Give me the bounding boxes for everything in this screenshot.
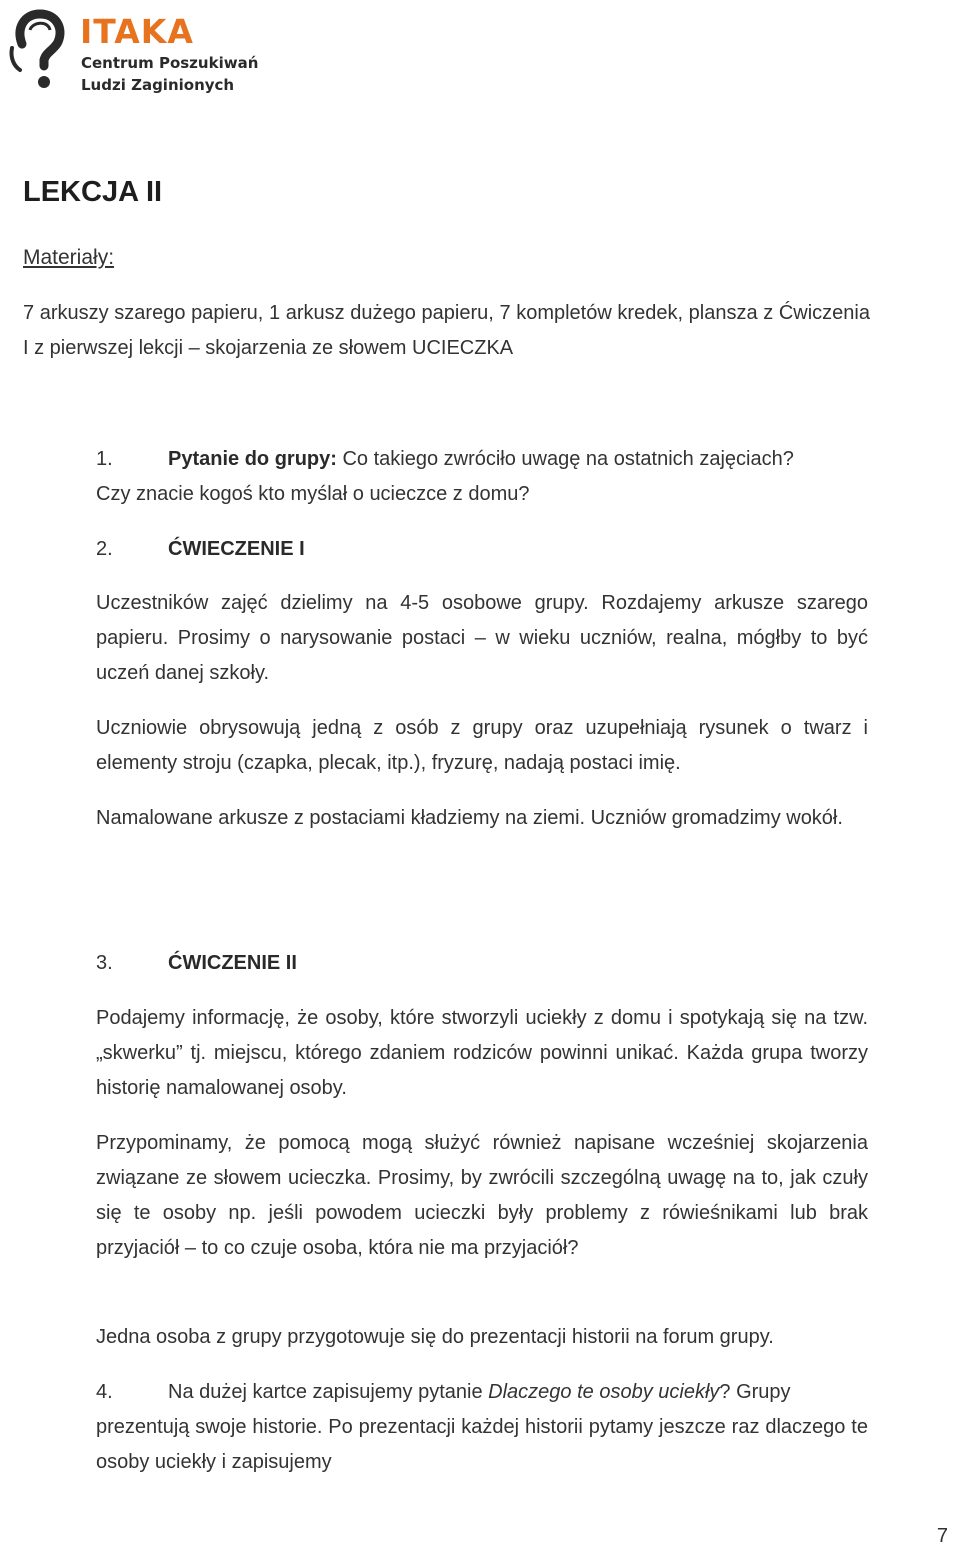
item-1-bold-lead: Pytanie do grupy: (168, 448, 337, 470)
exercise-2-title: ĆWICZENIE II (168, 952, 297, 974)
item-1-line1: Co takiego zwróciło uwagę na ostatnich zajęciach? (342, 448, 794, 470)
item-4-first-line (168, 1375, 791, 1410)
exercise-2-paragraph-2: Przypominamy, że pomocą mogą służyć również napisane wcześniej skojarzenia związane ze słowem ucieczka. Prosimy, by zwrócili szczególną uwagę na to, jak czuły się te osoby np. jeśli powodem ucieczki były problemy z rówieśnikami lub brak przyjaciół – to co czuje osoba, która nie ma przyjaciół? (96, 1132, 868, 1259)
materials-label: Materiały: (23, 246, 115, 269)
item-4-lead: Na dużej kartce zapisujemy pytanie (168, 1381, 489, 1403)
page-number: 7 (936, 1525, 948, 1547)
item-4-tail: ? Grupy (719, 1381, 791, 1403)
itaka-logo (8, 8, 268, 100)
item-4-italic-question: Dlaczego te osoby uciekły (488, 1381, 720, 1403)
item-1-question (168, 442, 794, 477)
page-title: LEKCJA II (23, 176, 163, 208)
exercise-2-paragraph-1: Podajemy informację, że osoby, które stworzyli uciekły z domu i spotykają się na tzw. „skwerku” tj. miejscu, którego zdaniem rodziców powinni unikać. Każda grupa tworzy historię namalowanej osoby. (96, 1007, 868, 1099)
logo-title: ITAKA (80, 12, 194, 51)
logo-subtitle-line2: Ludzi Zaginionych (81, 76, 235, 94)
exercise-1-title: ĆWIECZENIE I (168, 538, 305, 560)
item-number: 1. (96, 448, 113, 470)
exercise-1-paragraph-3: Namalowane arkusze z postaciami kładziemy na ziemi. Uczniów gromadzimy wokół. (96, 807, 843, 829)
exercise-1-paragraph-2: Uczniowie obrysowują jedną z osób z grupy oraz uzupełniają rysunek o twarz i elementy stroju (czapka, plecak, itp.), fryzurę, nadają postaci imię. (96, 717, 868, 774)
item-1-line2: Czy znacie kogoś kto myślał o ucieczce z domu? (96, 483, 530, 505)
item-4-rest: prezentują swoje historie. Po prezentacji każdej historii pytamy jeszcze raz dlaczego te osoby uciekły i zapisujemy (96, 1416, 868, 1473)
question-mark-head-icon (8, 8, 70, 100)
logo-subtitle-line1: Centrum Poszukiwań (81, 54, 259, 72)
exercise-2-paragraph-3: Jedna osoba z grupy przygotowuje się do prezentacji historii na forum grupy. (96, 1326, 774, 1348)
materials-text: 7 arkuszy szarego papieru, 1 arkusz dużego papieru, 7 kompletów kredek, plansza z Ćwiczenia I z pierwszej lekcji – skojarzenia ze słowem UCIECZKA (23, 302, 870, 359)
item-number: 3. (96, 952, 113, 974)
item-number: 2. (96, 538, 113, 560)
exercise-1-paragraph-1: Uczestników zajęć dzielimy na 4-5 osobowe grupy. Rozdajemy arkusze szarego papieru. Prosimy o narysowanie postaci – w wieku uczniów, realna, mógłby to być uczeń danej szkoły. (96, 592, 868, 684)
item-number: 4. (96, 1381, 113, 1403)
